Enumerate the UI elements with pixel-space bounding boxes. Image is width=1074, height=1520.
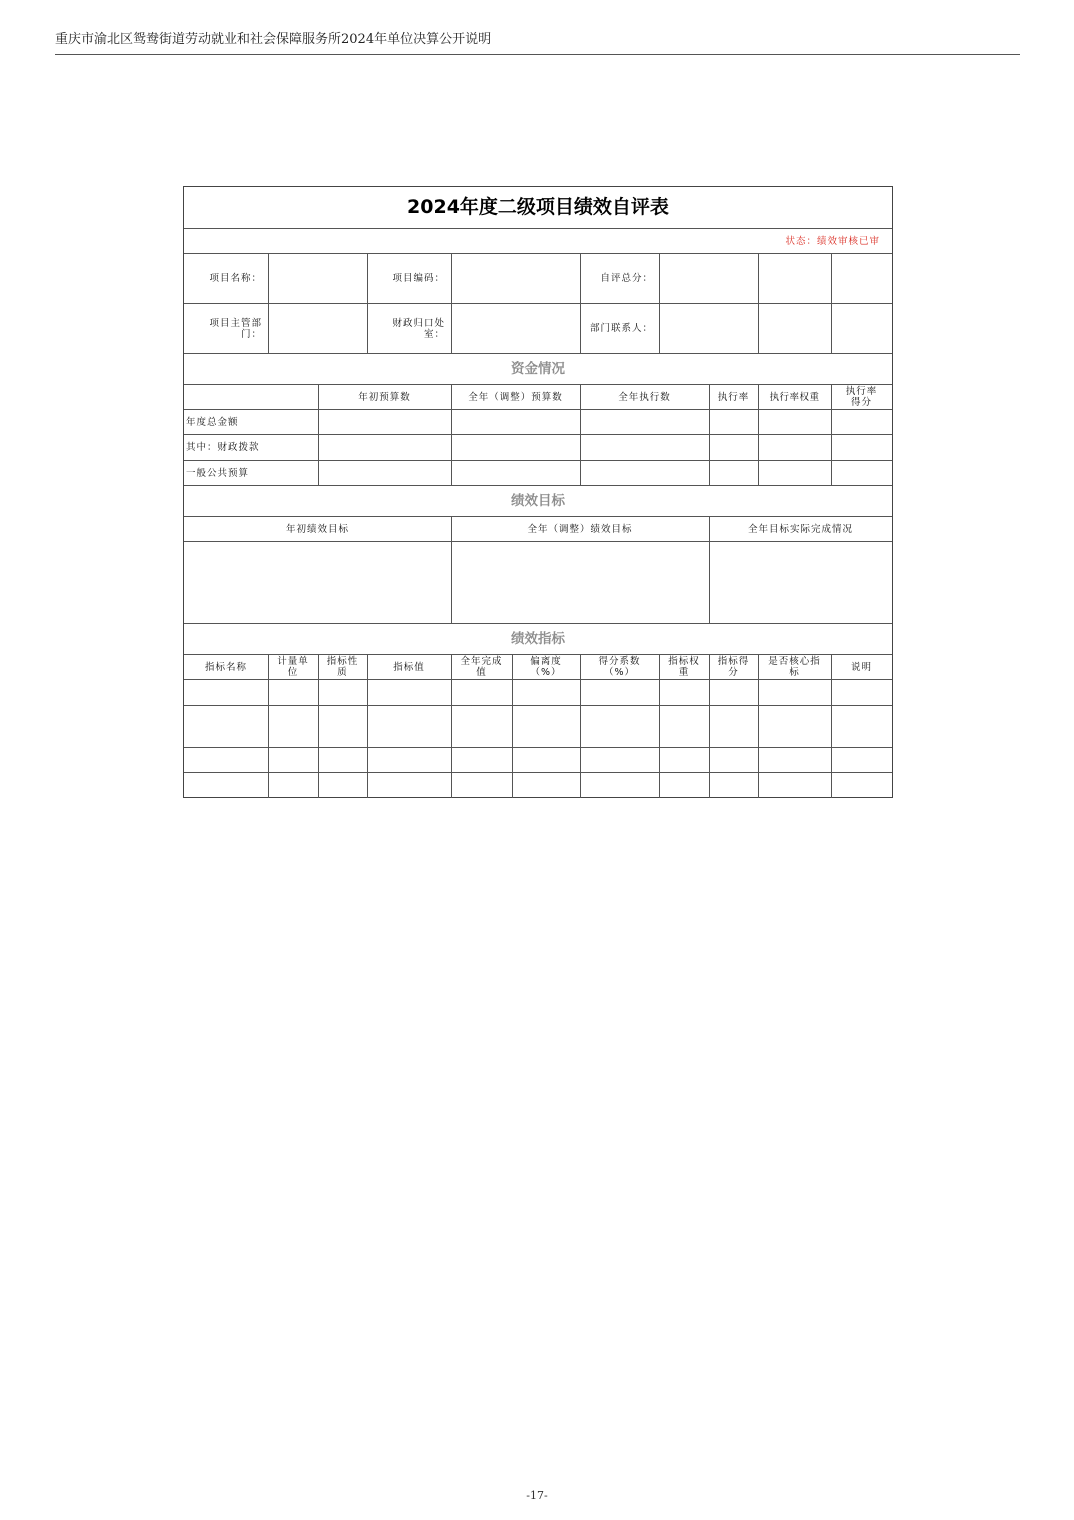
- indicators-header-cell: 指标名称: [204, 661, 247, 673]
- divider: [659, 253, 660, 353]
- project-name-label: 项目名称：: [209, 273, 262, 284]
- funds-row-label: 年度总金额: [186, 416, 239, 428]
- dept-contact-label: 部门联系人：: [589, 323, 653, 334]
- goals-header-cell: 全年目标实际完成情况: [747, 523, 853, 535]
- divider: [184, 303, 892, 304]
- divider: [268, 253, 269, 353]
- divider: [451, 253, 452, 353]
- funds-row-label: 其中：财政拨款: [186, 442, 260, 453]
- divider: [184, 747, 892, 748]
- funds-header-cell: 执行率: [717, 391, 750, 403]
- page-number: -17-: [526, 1489, 548, 1502]
- status-text: 状态：绩效审核已审: [785, 235, 880, 247]
- divider: [184, 541, 892, 542]
- funds-header-cell: 全年执行数: [618, 391, 671, 403]
- indicators-header-cell: 指标值: [393, 661, 425, 673]
- indicators-header-cell: 指标性质: [326, 656, 359, 678]
- indicators-header-cell: 计量单位: [277, 656, 309, 678]
- goals-header-cell: 年初绩效目标: [285, 523, 349, 535]
- funds-header-cell: 执行率权重: [769, 391, 820, 403]
- indicators-section-title: 绩效指标: [511, 630, 565, 647]
- finance-office-label: 财政归口处室：: [392, 317, 445, 340]
- supervisor-dept-label: 项目主管部门：: [209, 317, 262, 340]
- indicators-header-cell: 是否核心指标: [768, 656, 821, 678]
- divider: [758, 253, 759, 353]
- indicators-header-cell: 指标权重: [668, 656, 700, 678]
- goals-header-cell: 全年（调整）绩效目标: [527, 523, 633, 535]
- page-header: [55, 30, 1020, 55]
- page-header-text: 重庆市渝北区鸳鸯街道劳动就业和社会保障服务所2024年单位决算公开说明: [55, 32, 492, 47]
- indicators-header-cell: 指标得分: [717, 656, 750, 678]
- funds-header-cell: 全年（调整）预算数: [468, 391, 563, 403]
- indicators-header-cell: 得分系数（%）: [598, 656, 641, 678]
- funds-header-cell: 年初预算数: [358, 391, 411, 403]
- indicators-header-cell: 全年完成值: [460, 656, 503, 678]
- form-title: 2024年度二级项目绩效自评表: [407, 196, 669, 218]
- indicators-header-cell: 偏离度（%）: [530, 656, 562, 678]
- divider: [831, 253, 832, 353]
- indicators-header-cell: 说明: [850, 661, 872, 673]
- funds-header-cell: 执行率得分: [845, 386, 878, 408]
- divider: [184, 253, 892, 254]
- performance-self-evaluation-form: [183, 186, 893, 798]
- divider: [184, 679, 892, 680]
- project-code-label: 项目编码：: [392, 273, 445, 284]
- divider: [184, 705, 892, 706]
- divider: [184, 772, 892, 773]
- funds-row-label: 一般公共预算: [186, 467, 250, 479]
- funds-section-title: 资金情况: [511, 360, 565, 377]
- self-score-label: 自评总分：: [600, 273, 653, 284]
- goals-section-title: 绩效目标: [511, 492, 565, 509]
